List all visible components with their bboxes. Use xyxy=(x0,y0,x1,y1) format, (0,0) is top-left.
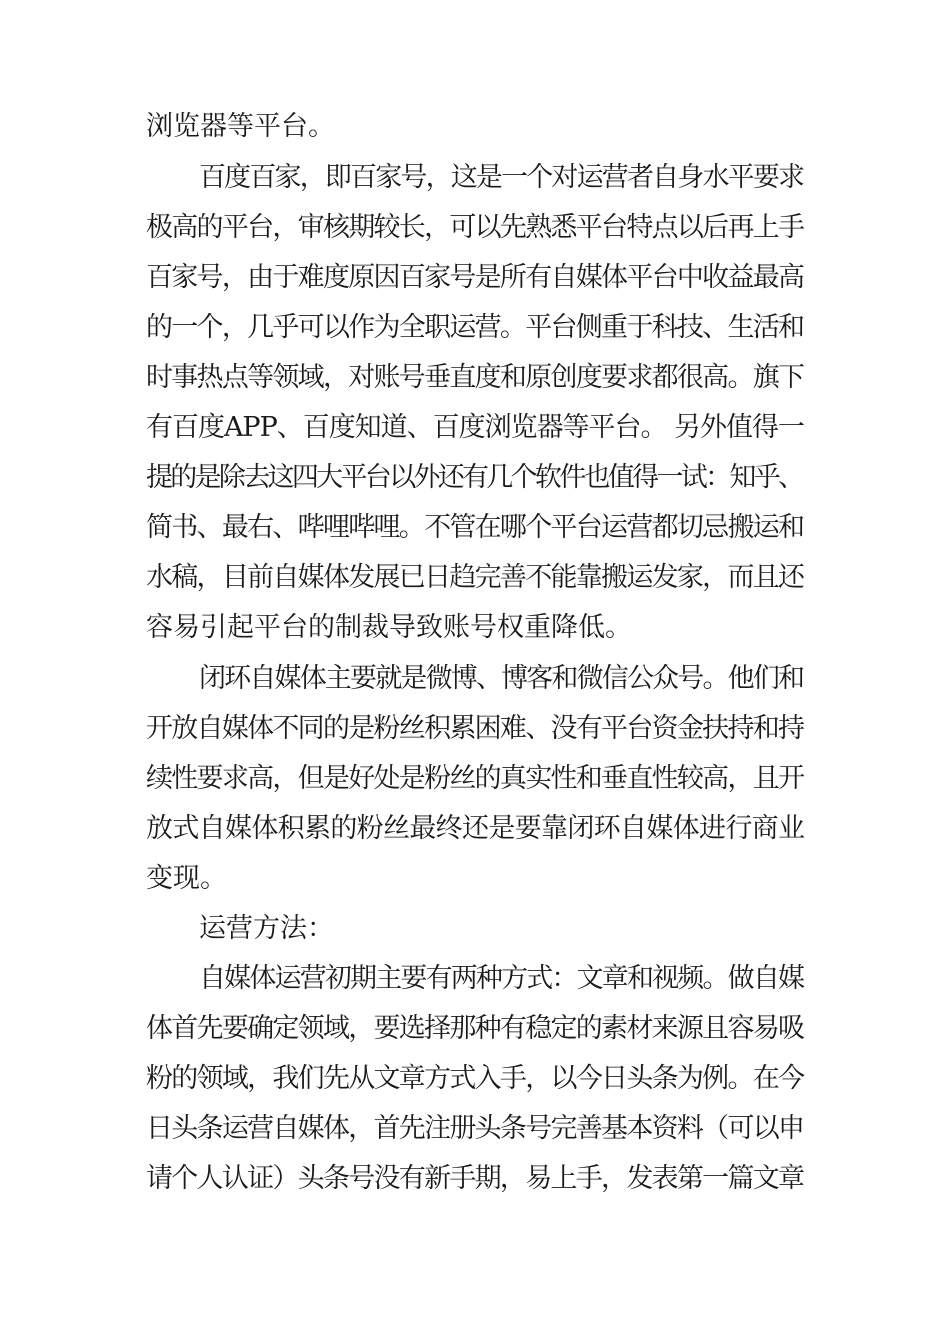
text-line xyxy=(0,809,950,849)
text-line xyxy=(0,158,950,198)
text-line xyxy=(0,358,950,398)
line-text: 自媒体运营初期主要有两种方式：文章和视频。做自媒 xyxy=(199,963,804,994)
line-text: 有百度APP、百度知道、百度浏览器等平台。 另外值得一 xyxy=(146,412,804,443)
line-text: 闭环自媒体主要就是微博、博客和微信公众号。他们和 xyxy=(199,663,804,694)
line-text: 粉的领域，我们先从文章方式入手，以今日头条为例。在今 xyxy=(146,1063,804,1094)
text-line xyxy=(0,608,950,648)
line-text: 请个人认证）头条号没有新手期，易上手，发表第一篇文章 xyxy=(146,1163,804,1194)
line-text: 开放自媒体不同的是粉丝积累困难、没有平台资金扶持和持 xyxy=(146,713,804,744)
text-line xyxy=(0,1109,950,1149)
text-line xyxy=(0,1009,950,1049)
text-line xyxy=(0,759,950,799)
text-line xyxy=(0,959,950,999)
line-text: 放式自媒体积累的粉丝最终还是要靠闭环自媒体进行商业 xyxy=(146,813,805,844)
line-text: 百家号，由于难度原因百家号是所有自媒体平台中收益最高 xyxy=(146,262,804,293)
line-text: 时事热点等领域，对账号垂直度和原创度要求都很高。旗下 xyxy=(146,362,804,393)
line-text: 极高的平台，审核期较长，可以先熟悉平台特点以后再上手 xyxy=(146,212,804,243)
line-text: 容易引起平台的制裁导致账号权重降低。 xyxy=(146,612,632,643)
text-line xyxy=(0,508,950,548)
line-text: 续性要求高，但是好处是粉丝的真实性和垂直性较高，且开 xyxy=(146,763,804,794)
line-text: 的一个，几乎可以作为全职运营。平台侧重于科技、生活和 xyxy=(146,312,804,343)
text-line xyxy=(0,107,950,147)
text-line xyxy=(0,709,950,749)
text-line xyxy=(0,859,950,899)
text-line xyxy=(0,1059,950,1099)
line-text: 体首先要确定领域，要选择那种有稳定的素材来源且容易吸 xyxy=(146,1013,804,1044)
text-line xyxy=(0,659,950,699)
text-line xyxy=(0,258,950,298)
line-text: 水稿，目前自媒体发展已日趋完善不能靠搬运发家，而且还 xyxy=(146,562,804,593)
text-line xyxy=(0,408,950,448)
line-text: 简书、最右、哔哩哔哩。不管在哪个平台运营都切忌搬运和 xyxy=(146,512,804,543)
text-line xyxy=(0,458,950,498)
text-line xyxy=(0,208,950,248)
text-line xyxy=(0,1159,950,1199)
line-text: 百度百家，即百家号，这是一个对运营者自身水平要求 xyxy=(199,162,804,193)
line-text: 日头条运营自媒体，首先注册头条号完善基本资料（可以申 xyxy=(146,1113,804,1144)
text-line xyxy=(0,909,950,949)
line-text: 浏览器等平台。 xyxy=(146,111,335,142)
text-line xyxy=(0,308,950,348)
line-text: 变现。 xyxy=(146,863,227,894)
text-line xyxy=(0,558,950,598)
line-text: 运营方法： xyxy=(199,913,334,944)
line-text: 提的是除去这四大平台以外还有几个软件也值得一试：知乎、 xyxy=(146,462,803,493)
